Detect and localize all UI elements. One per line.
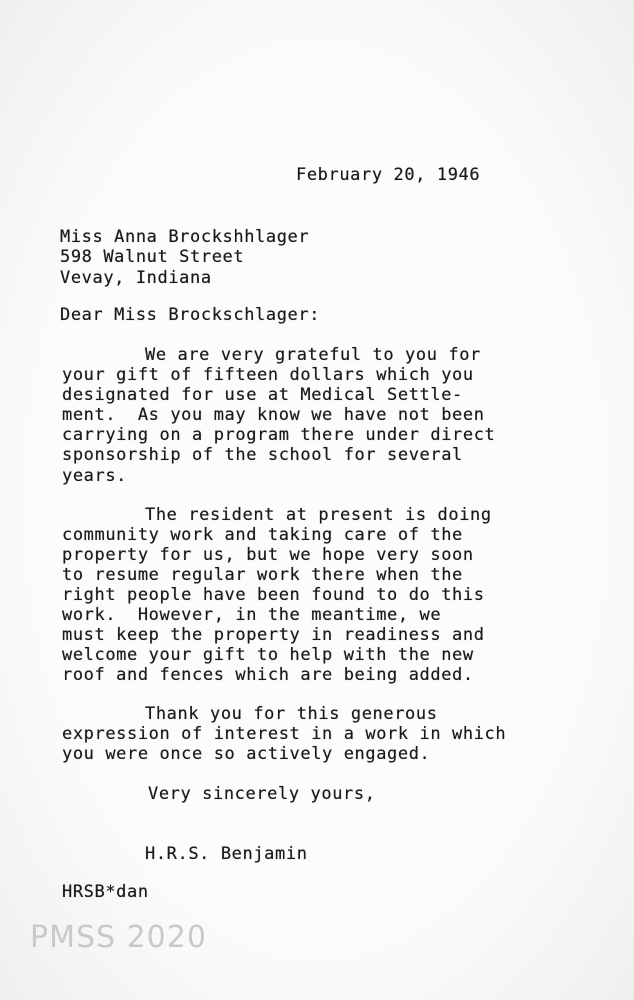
paragraph-2-line: work. However, in the meantime, we bbox=[62, 605, 442, 625]
paragraph-2-line: right people have been found to do this bbox=[62, 585, 485, 605]
paragraph-1-line: sponsorship of the school for several bbox=[62, 445, 463, 465]
archive-watermark: PMSS 2020 bbox=[30, 920, 207, 955]
paragraph-1-line: designated for use at Medical Settle- bbox=[62, 385, 463, 405]
paragraph-1-line: your gift of fifteen dollars which you bbox=[62, 365, 474, 385]
paragraph-2-line: property for us, but we hope very soon bbox=[62, 545, 474, 565]
paragraph-3-line: Thank you for this generous bbox=[145, 704, 438, 724]
letter-date: February 20, 1946 bbox=[296, 165, 481, 185]
paragraph-2-line: The resident at present is doing bbox=[145, 505, 492, 525]
paragraph-3-line: you were once so actively engaged. bbox=[62, 744, 431, 764]
paragraph-1-line: We are very grateful to you for bbox=[145, 345, 481, 365]
signature: H.R.S. Benjamin bbox=[145, 844, 308, 864]
recipient-city: Vevay, Indiana bbox=[60, 268, 212, 288]
paragraph-2-line: must keep the property in readiness and bbox=[62, 625, 485, 645]
paragraph-1-line: carrying on a program there under direct bbox=[62, 425, 496, 445]
salutation: Dear Miss Brockschlager: bbox=[60, 305, 321, 325]
paragraph-3-line: expression of interest in a work in which bbox=[62, 724, 507, 744]
paragraph-1-line: ment. As you may know we have not been bbox=[62, 405, 485, 425]
paragraph-2-line: to resume regular work there when the bbox=[62, 565, 463, 585]
typist-initials: HRSB*dan bbox=[62, 882, 149, 902]
paragraph-2-line: welcome your gift to help with the new bbox=[62, 645, 474, 665]
closing: Very sincerely yours, bbox=[148, 784, 376, 804]
paragraph-2-line: roof and fences which are being added. bbox=[62, 665, 474, 685]
recipient-street: 598 Walnut Street bbox=[60, 247, 245, 267]
paragraph-1-line: years. bbox=[62, 466, 128, 486]
paragraph-2-line: community work and taking care of the bbox=[62, 525, 463, 545]
recipient-name: Miss Anna Brockshhlager bbox=[60, 227, 310, 247]
